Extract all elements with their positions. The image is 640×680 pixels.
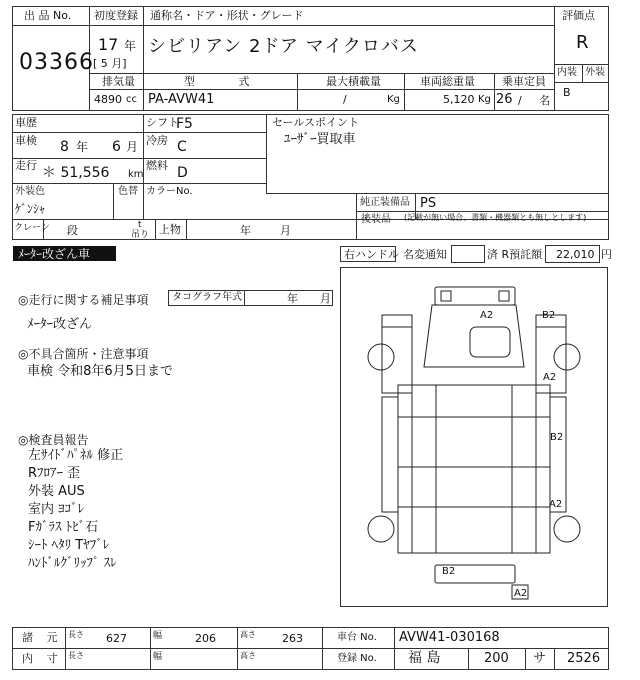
gross-weight-label: 車両総重量 (420, 75, 475, 88)
damage-mark: B2 (542, 310, 556, 321)
divider (554, 82, 609, 83)
damage-mark: B2 (550, 432, 564, 443)
divider (582, 64, 583, 82)
reg-region: 福 島 (408, 650, 441, 666)
vehicle-diagram (340, 267, 608, 607)
reg-label: 登録 No. (337, 653, 377, 664)
crane-dan: 段 (67, 224, 78, 237)
divider (356, 193, 357, 219)
ext-color-label: 外装色 (15, 186, 45, 197)
displacement-unit: cc (126, 94, 137, 105)
displacement: 4890 (94, 93, 122, 106)
loading-month: 月 (280, 224, 291, 237)
height-label: 高さ (240, 630, 256, 639)
running-note: ﾒｰﾀｰ改ざん (27, 317, 93, 332)
car-name-label: 通称名・ドア・形状・グレード (150, 9, 304, 22)
history-label: 車歴 (15, 116, 37, 129)
fuel-value: D (177, 165, 188, 181)
inspector-item: Fｶﾞﾗｽ ﾄﾋﾞ石 (28, 520, 99, 535)
shift-label: シフト (146, 116, 179, 129)
divider (143, 25, 144, 73)
inspection-month-unit: 月 (126, 140, 139, 154)
divider (322, 627, 323, 670)
divider (394, 627, 395, 670)
divider (12, 183, 266, 184)
inspector-title: ◎検査員報告 (18, 433, 89, 447)
divider (12, 132, 266, 133)
damage-mark: A2 (543, 372, 557, 383)
divider (143, 73, 144, 111)
inspector-item: 室内 ﾖｺﾞﾚ (28, 502, 85, 517)
length-label: 長さ (68, 630, 84, 639)
reg-kana: サ (533, 651, 547, 666)
divider (89, 89, 554, 90)
interior-dims-label: 内 寸 (22, 652, 58, 665)
divider (155, 219, 156, 240)
divider (297, 73, 298, 111)
inspection-label: 車検 (15, 134, 37, 147)
divider (404, 73, 405, 111)
color-no-label: カラーNo. (146, 186, 193, 197)
crane-t: t (138, 220, 142, 230)
divider (12, 648, 609, 649)
year-unit: 年 (124, 39, 137, 53)
divider (12, 158, 266, 159)
aftermarket-label: 後装品 (361, 214, 391, 225)
aftermarket-note: (記載が無い場合、書類・機器類とも無しとします) (404, 213, 587, 222)
reg-number: 2526 (567, 651, 601, 666)
divider (113, 183, 114, 219)
divider (266, 193, 609, 194)
in-length-label: 長さ (68, 651, 84, 660)
max-load-label: 最大積載量 (326, 75, 381, 88)
divider (150, 627, 151, 670)
divider (356, 211, 609, 212)
divider (266, 114, 267, 193)
divider (525, 648, 526, 670)
divider (494, 73, 495, 111)
in-width-label: 幅 (153, 652, 163, 662)
interior-grade: B (563, 86, 571, 99)
divider (554, 6, 555, 111)
fuel-label: 燃料 (146, 159, 168, 172)
inspection-year-unit: 年 (76, 140, 89, 154)
options-label: 純正装備品 (360, 197, 410, 208)
name-change-box (451, 245, 485, 263)
divider (237, 627, 238, 670)
deposit-unit: 円 (601, 248, 612, 261)
inspector-item: ﾊﾝﾄﾞﾙｸﾞﾘｯﾌﾟ ｽﾚ (28, 556, 117, 571)
deposit-value: 22,010 (556, 248, 595, 261)
first-reg-label: 初度登録 (94, 9, 138, 22)
color-code-label: 色替 (118, 186, 138, 197)
first-reg-year: 17 (98, 35, 119, 54)
divider (65, 627, 66, 670)
gross-weight-unit: Kg (478, 94, 491, 105)
options-value: PS (420, 196, 437, 211)
divider (143, 6, 144, 25)
crane-tsuri: 吊り (131, 230, 150, 240)
divider (12, 25, 554, 26)
inspector-item: ｼｰﾄ ﾍﾀﾘ Tﾔﾌﾞﾚ (28, 538, 110, 553)
loading-year: 年 (240, 224, 251, 237)
shift-value: F5 (176, 116, 193, 132)
tacho-year: 年 (287, 292, 298, 305)
height-value: 263 (282, 632, 303, 645)
damage-mark: B2 (442, 566, 456, 577)
score-label: 評価点 (562, 9, 595, 22)
divider (468, 648, 469, 670)
divider (12, 25, 89, 26)
chassis-value: AVW41-030168 (399, 630, 500, 645)
name-change-label: 名変通知 (403, 248, 447, 261)
exterior-label: 外装 (585, 67, 605, 78)
damage-mark: A2 (549, 499, 563, 510)
inspection-month: 6 (112, 139, 121, 155)
in-height-label: 高さ (240, 651, 256, 660)
sales-point-value: ﾕｰｻﾞｰ買取車 (284, 132, 356, 147)
aircon-label: 冷房 (146, 134, 168, 147)
max-load: / (343, 93, 347, 106)
dims-label: 諸 元 (22, 631, 58, 644)
width-label: 幅 (153, 631, 163, 641)
length-value: 627 (106, 632, 127, 645)
defects-title: ◎不具合箇所・注意事項 (18, 347, 149, 361)
inspector-item: 左ｻｲﾄﾞﾊﾟﾈﾙ 修正 (28, 448, 124, 463)
capacity-unit: / 名 (518, 94, 551, 107)
aircon-value: C (177, 139, 187, 155)
lot-number: 03366 (19, 50, 94, 75)
gross-weight: 5,120 (443, 93, 475, 106)
first-reg-month: [ 5 月] (93, 57, 127, 70)
model-label: 型 式 (184, 75, 250, 88)
odometer-tag-text: ﾒｰﾀｰ改ざん車 (18, 247, 91, 261)
mileage-value: ＊ 51,556 (42, 165, 110, 181)
lot-label: 出 品 No. (24, 9, 72, 22)
sales-point-label: セールスポイント (272, 116, 360, 129)
divider (356, 219, 357, 240)
divider (244, 290, 245, 306)
divider (143, 114, 144, 219)
divider (89, 73, 554, 74)
car-name: シビリアン 2ドア マイクロバス (148, 36, 419, 57)
tachograph-label: タコグラフ年式 (172, 292, 242, 303)
damage-mark: A2 (480, 310, 494, 321)
interior-label: 内装 (557, 67, 577, 78)
chassis-label: 車台 No. (337, 632, 377, 643)
tacho-month: 月 (320, 292, 331, 305)
max-load-unit: Kg (387, 94, 400, 105)
capacity: 26 (496, 92, 513, 107)
inspector-item: Rﾌﾛｱｰ 歪 (28, 466, 81, 481)
model: PA-AVW41 (148, 92, 215, 107)
deposit-label: 済 R預託額 (487, 248, 543, 261)
running-title: ◎走行に関する補足事項 (18, 293, 149, 307)
rhd-label: 右ハンドル (344, 248, 399, 261)
mileage-unit: km (128, 169, 144, 180)
capacity-label: 乗車定員 (502, 75, 546, 88)
damage-mark: A2 (514, 588, 528, 599)
divider (554, 648, 555, 670)
inspection-year: 8 (60, 139, 69, 155)
loading-label: 上物 (159, 223, 181, 236)
width-value: 206 (195, 632, 216, 645)
defects-note: 車検 令和8年6月5日まで (27, 364, 173, 379)
crane-label: クレーン (14, 223, 50, 233)
ext-color-value: ｹﾞﾝｼｬ (15, 202, 46, 216)
score: R (576, 32, 589, 53)
divider (186, 219, 187, 240)
inspector-item: 外装 AUS (28, 484, 85, 499)
mileage-label: 走行 (15, 159, 37, 172)
displacement-label: 排気量 (102, 75, 135, 88)
reg-class: 200 (484, 651, 509, 666)
